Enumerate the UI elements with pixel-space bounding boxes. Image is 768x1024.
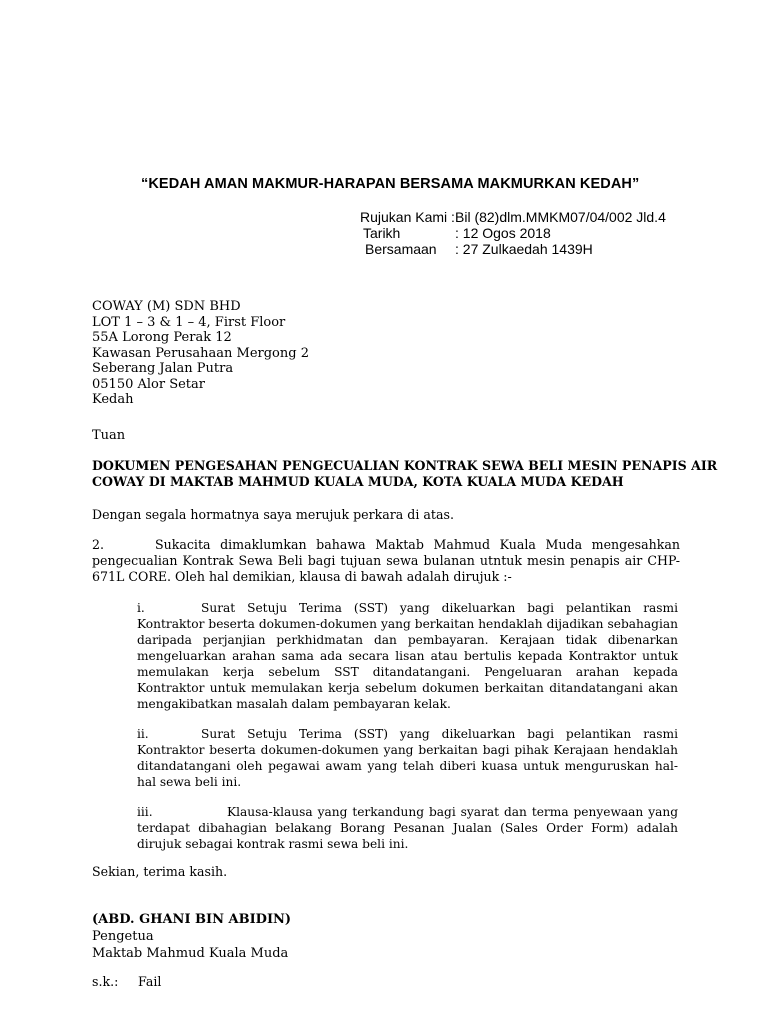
- clause-number: ii.: [137, 727, 149, 741]
- date-value: : 12 Ogos 2018: [455, 225, 551, 241]
- clause-item-ii: [137, 726, 678, 790]
- reference-value: Bil (82)dlm.MMKM07/04/002 Jld.4: [455, 209, 666, 225]
- paragraph-2: [92, 537, 680, 585]
- date-label: Tarikh: [363, 225, 401, 241]
- cc-label: s.k.:: [92, 974, 119, 989]
- letter-motto: “KEDAH AMAN MAKMUR-HARAPAN BERSAMA MAKMURKAN KEDAH”: [141, 176, 640, 192]
- address-line: Seberang Jalan Putra: [92, 361, 234, 376]
- signatory-institution: Maktab Mahmud Kuala Muda: [92, 946, 289, 961]
- reference-label: Rujukan Kami :: [360, 209, 455, 225]
- clause-number: iii.: [137, 805, 153, 819]
- carbon-copy: [92, 974, 161, 989]
- letter-subject: [92, 458, 718, 490]
- clause-number: i.: [137, 601, 145, 615]
- address-line: Kawasan Perusahaan Mergong 2: [92, 345, 309, 361]
- address-line: 55A Lorong Perak 12: [92, 330, 232, 345]
- address-line: LOT 1 – 3 & 1 – 4, First Floor: [92, 314, 286, 330]
- hijri-date-label: Bersamaan: [365, 241, 437, 257]
- subject-line: DOKUMEN PENGESAHAN PENGECUALIAN KONTRAK SEWA BELI MESIN PENAPIS AIR: [92, 458, 718, 473]
- clause-item-i: [137, 600, 678, 712]
- address-line: 05150 Alor Setar: [92, 376, 205, 392]
- clause-text: Surat Setuju Terima (SST) yang dikeluarkan bagi pelantikan rasmi Kontraktor beserta dokumen-dokumen yang berkaitan bagi pihak Kerajaan hendaklah ditandatangani oleh pegawai awam yang telah diberi kuasa untuk menguruskan hal-hal sewa beli ini.: [137, 727, 678, 789]
- subject-line: COWAY DI MAKTAB MAHMUD KUALA MUDA, KOTA KUALA MUDA KEDAH: [92, 474, 624, 489]
- clause-item-iii: [137, 804, 678, 852]
- paragraph-text: Sukacita dimaklumkan bahawa Maktab Mahmud Kuala Muda mengesahkan pengecualian Kontrak Sewa Beli bagi tujuan sewa bulanan utntuk mesin penapis air CHP-671L CORE. Oleh hal demikian, klausa di bawah adalah dirujuk :-: [92, 537, 680, 584]
- address-line: COWAY (M) SDN BHD: [92, 299, 241, 314]
- address-line: Kedah: [92, 392, 134, 407]
- signature-block: [92, 911, 291, 962]
- signatory-title: Pengetua: [92, 929, 154, 944]
- closing-remark: Sekian, terima kasih.: [92, 864, 228, 879]
- signatory-name: (ABD. GHANI BIN ABIDIN): [92, 912, 292, 927]
- paragraph-number: 2.: [92, 537, 105, 552]
- clause-text: Klausa-klausa yang terkandung bagi syarat dan terma penyewaan yang terdapat dibahagian belakang Borang Pesanan Jualan (Sales Order Form) adalah dirujuk sebagai kontrak rasmi sewa beli ini.: [137, 805, 678, 851]
- hijri-date-value: : 27 Zulkaedah 1439H: [455, 241, 593, 257]
- salutation: Tuan: [92, 428, 126, 443]
- recipient-address: [92, 299, 309, 408]
- clause-text: Surat Setuju Terima (SST) yang dikeluarkan bagi pelantikan rasmi Kontraktor beserta dokumen-dokumen yang berkaitan hendaklah dijadikan sebahagian daripada perjanjian perkhidmatan dan pembayaran. Kerajaan tidak dibenarkan mengeluarkan arahan sama ada secara lisan atau bertulis kepada Kontraktor untuk memulakan kerja sebelum SST ditandatangani. Pengeluaran arahan kepada Kontraktor untuk memulakan kerja sebelum dokumen berkaitan ditandatangani akan mengakibatkan masalah dalam pembayaran kelak.: [137, 601, 678, 711]
- opening-paragraph: Dengan segala hormatnya saya merujuk perkara di atas.: [92, 507, 454, 522]
- cc-value: Fail: [138, 974, 162, 989]
